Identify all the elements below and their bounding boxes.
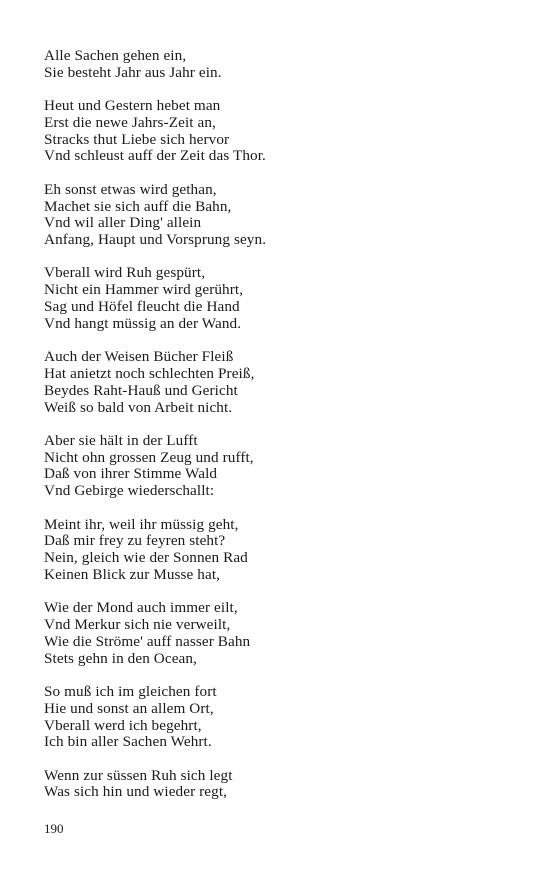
poem-line: Daß mir frey zu feyren steht? (44, 532, 226, 550)
poem-line: Wenn zur süssen Ruh sich legt (44, 766, 233, 784)
stanza (44, 98, 514, 165)
stanza (44, 48, 514, 82)
stanza (44, 349, 514, 416)
poem-line: Stracks thut Liebe sich hervor (44, 130, 230, 148)
poem-line: Sag und Höfel fleucht die Hand (44, 298, 240, 316)
poem-line: Auch der Weisen Bücher Fleiß (44, 348, 234, 366)
stanza (44, 684, 514, 751)
stanza (44, 182, 514, 249)
poem-line: Erst die newe Jahrs-Zeit an, (44, 113, 216, 131)
stanza (44, 768, 514, 802)
poem-line: Nicht ein Hammer wird gerührt, (44, 281, 244, 299)
poem-line: So muß ich im gleichen fort (44, 682, 217, 700)
stanza (44, 517, 514, 584)
poem-line: Was sich hin und wieder regt, (44, 783, 228, 801)
poem-line: Beydes Raht-Hauß und Gericht (44, 381, 238, 399)
poem-line: Hie und sonst an allem Ort, (44, 699, 214, 717)
poem-line: Alle Sachen gehen ein, (44, 47, 187, 64)
poem-line: Stets gehn in den Ocean, (44, 649, 197, 667)
poem-text (44, 48, 514, 818)
poem-line: Vnd Gebirge wiederschallt: (44, 482, 215, 500)
stanza (44, 433, 514, 500)
poem-line: Nein, gleich wie der Sonnen Rad (44, 549, 248, 567)
poem-line: Aber sie hält in der Lufft (44, 431, 198, 449)
poem-line: Anfang, Haupt und Vorsprung seyn. (44, 231, 267, 249)
poem-line: Heut und Gestern hebet man (44, 97, 221, 115)
poem-line: Machet sie sich auff die Bahn, (44, 197, 232, 215)
poem-line: Vnd schleust auff der Zeit das Thor. (44, 147, 266, 165)
poem-line: Ich bin aller Sachen Wehrt. (44, 733, 212, 751)
poem-line: Vberall werd ich begehrt, (44, 716, 202, 734)
poem-line: Eh sonst etwas wird gethan, (44, 180, 217, 198)
poem-line: Vnd Merkur sich nie verweilt, (44, 616, 231, 634)
poem-line: Hat anietzt noch schlechten Preiß, (44, 364, 255, 382)
poem-line: Keinen Blick zur Musse hat, (44, 565, 221, 583)
page-number: 190 (44, 821, 64, 836)
poem-line: Wie die Ströme' auff nasser Bahn (44, 632, 251, 650)
poem-line: Vnd hangt müssig an der Wand. (44, 314, 242, 332)
poem-line: Vnd wil aller Ding' allein (44, 214, 202, 232)
stanza (44, 600, 514, 667)
poem-line: Weiß so bald von Arbeit nicht. (44, 398, 233, 416)
poem-line: Daß von ihrer Stimme Wald (44, 465, 218, 483)
poem-line: Meint ihr, weil ihr müssig geht, (44, 515, 239, 533)
poem-line: Sie besteht Jahr aus Jahr ein. (44, 63, 222, 81)
poem-line: Vberall wird Ruh gespürt, (44, 264, 206, 282)
poem-line: Wie der Mond auch immer eilt, (44, 599, 238, 617)
poem-line: Nicht ohn grossen Zeug und rufft, (44, 448, 254, 466)
stanza (44, 265, 514, 332)
